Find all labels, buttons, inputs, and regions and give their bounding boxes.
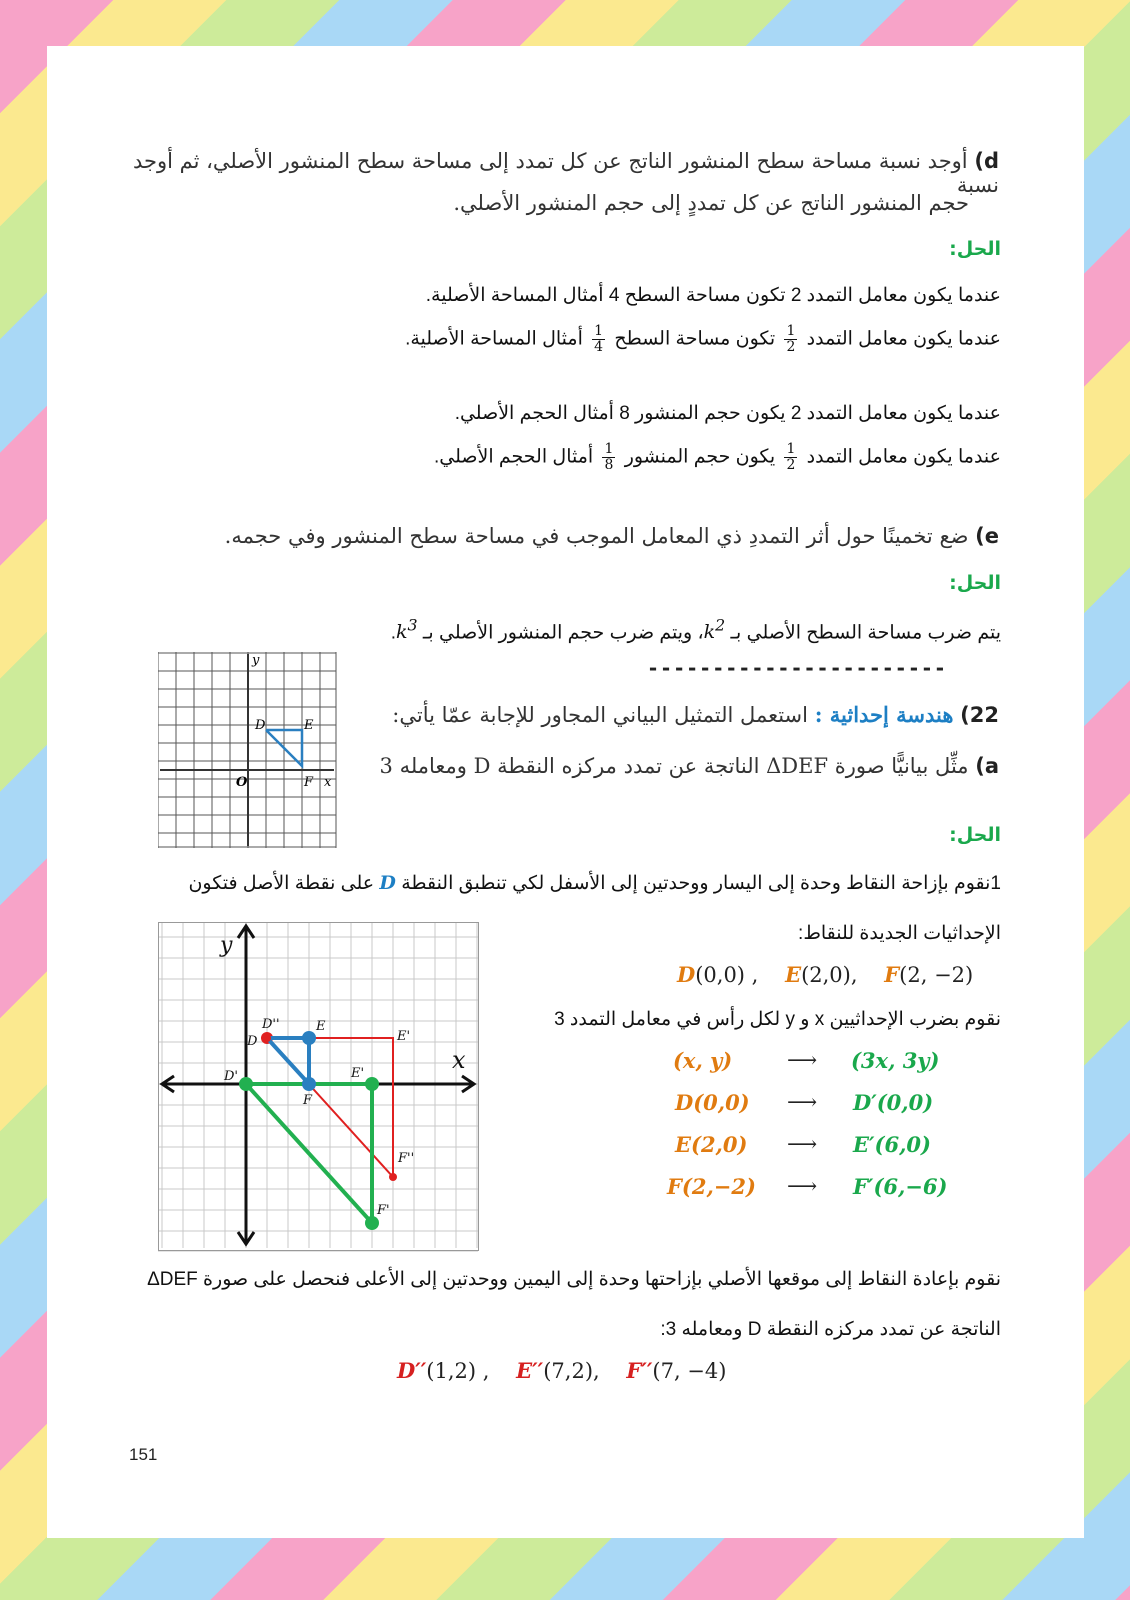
big-graph-y-label: y	[220, 933, 233, 958]
solution-d-line1: عندما يكون معامل التمدد 2 تكون مساحة السطح 4 أمثال المساحة الأصلية.	[425, 285, 1001, 306]
q22a-label: a)	[975, 754, 999, 778]
mapping-row-2: E(2,0) ⟶ E′(6,0)	[675, 1132, 931, 1157]
translated-coordinates: D(0,0) , E(2,0), F(2, −2)	[677, 962, 974, 987]
fraction-eighth: $\frac{1}{8}$	[604, 441, 614, 473]
solution-d-line4: عندما يكون معامل التمدد $\frac{1}{2}$ يكون حجم المنشور $\frac{1}{8}$ أمثال الحجم الأصلي.	[433, 441, 1001, 473]
solution-header-d: الحل:	[949, 238, 1001, 260]
big-graph-f2-label: F''	[398, 1151, 415, 1166]
point-f	[302, 1077, 316, 1091]
part-e-question: e) ضع تخمينًا حول أثر التمددِ ذي المعامل الموجب في مساحة سطح المنشور وفي حجمه.	[224, 524, 999, 548]
small-graph-y-label: y	[252, 653, 260, 668]
big-graph-fp-label: F'	[377, 1203, 390, 1218]
small-graph-f-label: F	[304, 775, 314, 790]
small-graph-d-label: D	[255, 718, 266, 733]
dilation-coordinate-graph	[158, 922, 480, 1252]
fraction-half: $\frac{1}{2}$	[786, 323, 796, 355]
big-graph-e-label: E	[316, 1019, 326, 1034]
small-coordinate-graph	[158, 652, 338, 852]
point-e	[302, 1031, 316, 1045]
q22-header: 22) هندسة إحداثية : استعمل التمثيل البياني المجاور للإجابة عمّا يأتي:	[392, 702, 999, 727]
big-graph-dp-label: D'	[224, 1069, 238, 1084]
big-graph-e2-label: E'	[397, 1029, 411, 1044]
solution-d-line2: عندما يكون معامل التمدد $\frac{1}{2}$ تكون مساحة السطح $\frac{1}{4}$ أمثال المساحة الأصلية.	[405, 323, 1001, 355]
q22-number: 22)	[960, 703, 999, 727]
small-graph-x-label: x	[324, 775, 332, 790]
point-d	[263, 1034, 271, 1042]
point-dp	[239, 1077, 253, 1091]
page-number: 151	[129, 1445, 158, 1464]
fraction-half-2: $\frac{1}{2}$	[786, 441, 796, 473]
big-graph-x-label: x	[452, 1046, 466, 1074]
big-graph-d2-label: D''	[262, 1017, 280, 1032]
fraction-quarter: $\frac{1}{4}$	[594, 323, 604, 355]
small-graph-origin-label: O	[236, 775, 248, 790]
solution-e-text: يتم ضرب مساحة السطح الأصلي بـ $k^2،$ ويتم ضرب حجم المنشور الأصلي بـ $k^3$.	[390, 616, 1001, 644]
solution-d-line3: عندما يكون معامل التمدد 2 يكون حجم المنشور 8 أمثال الحجم الأصلي.	[454, 403, 1001, 424]
solution-22a-line1: 1نقوم بإزاحة النقاط وحدة إلى اليسار ووحدتين إلى الأسفل لكي تنطبق النقطة D على نقطة الأصل فتكون	[188, 872, 1001, 894]
solution-header-22a: الحل:	[949, 824, 1001, 846]
section-divider: -----------------------	[647, 656, 947, 680]
part-d-line1	[119, 149, 999, 197]
point-ep	[365, 1077, 379, 1091]
q22-title: هندسة إحداثية :	[814, 702, 954, 727]
mapping-row-1: D(0,0) ⟶ D′(0,0)	[675, 1090, 934, 1115]
part-d-line2: حجم المنشور الناتج عن كل تمددٍ إلى حجم المنشور الأصلي.	[453, 191, 969, 215]
page	[47, 46, 1084, 1538]
point-f2	[389, 1173, 397, 1181]
part-d-label: d)	[974, 149, 999, 173]
solution-22a-line4: نقوم بإعادة النقاط إلى موقعها الأصلي بإزاحتها وحدة إلى اليمين ووحدتين إلى الأعلى فنحصل على صورة ΔDEF	[147, 1269, 1001, 1290]
big-graph-f-label: F	[303, 1093, 313, 1108]
point-fp	[365, 1216, 379, 1230]
big-graph-ep-label: E'	[351, 1066, 365, 1081]
dilation-mapping	[667, 1048, 987, 1216]
solution-header-e: الحل:	[949, 572, 1001, 594]
q22a-question: a) مثِّل بيانيًّا صورة ΔDEF الناتجة عن تمدد مركزه النقطة D ومعامله 3	[379, 754, 999, 778]
solution-22a-line5: الناتجة عن تمدد مركزه النقطة D ومعامله 3:	[660, 1319, 1001, 1340]
mapping-row-3: F(2,−2) ⟶ F′(6,−6)	[667, 1174, 948, 1199]
part-d-text1: أوجد نسبة مساحة سطح المنشور الناتج عن كل تمدد إلى مساحة سطح المنشور الأصلي، ثم أوجد نسبة	[132, 149, 999, 197]
big-graph-d-label: D	[247, 1034, 258, 1049]
part-e-label: e)	[975, 524, 999, 548]
small-graph-e-label: E	[304, 718, 314, 733]
final-image-coordinates: D′′(1,2) , E′′(7,2), F′′(7, −4)	[397, 1358, 727, 1383]
solution-22a-line2: الإحداثيات الجديدة للنقاط:	[798, 923, 1001, 944]
mapping-row-0: (x, y) ⟶ (3x, 3y)	[673, 1048, 940, 1073]
solution-22a-line3: نقوم بضرب الإحداثيين x و y لكل رأس في معامل التمدد 3	[554, 1009, 1001, 1030]
